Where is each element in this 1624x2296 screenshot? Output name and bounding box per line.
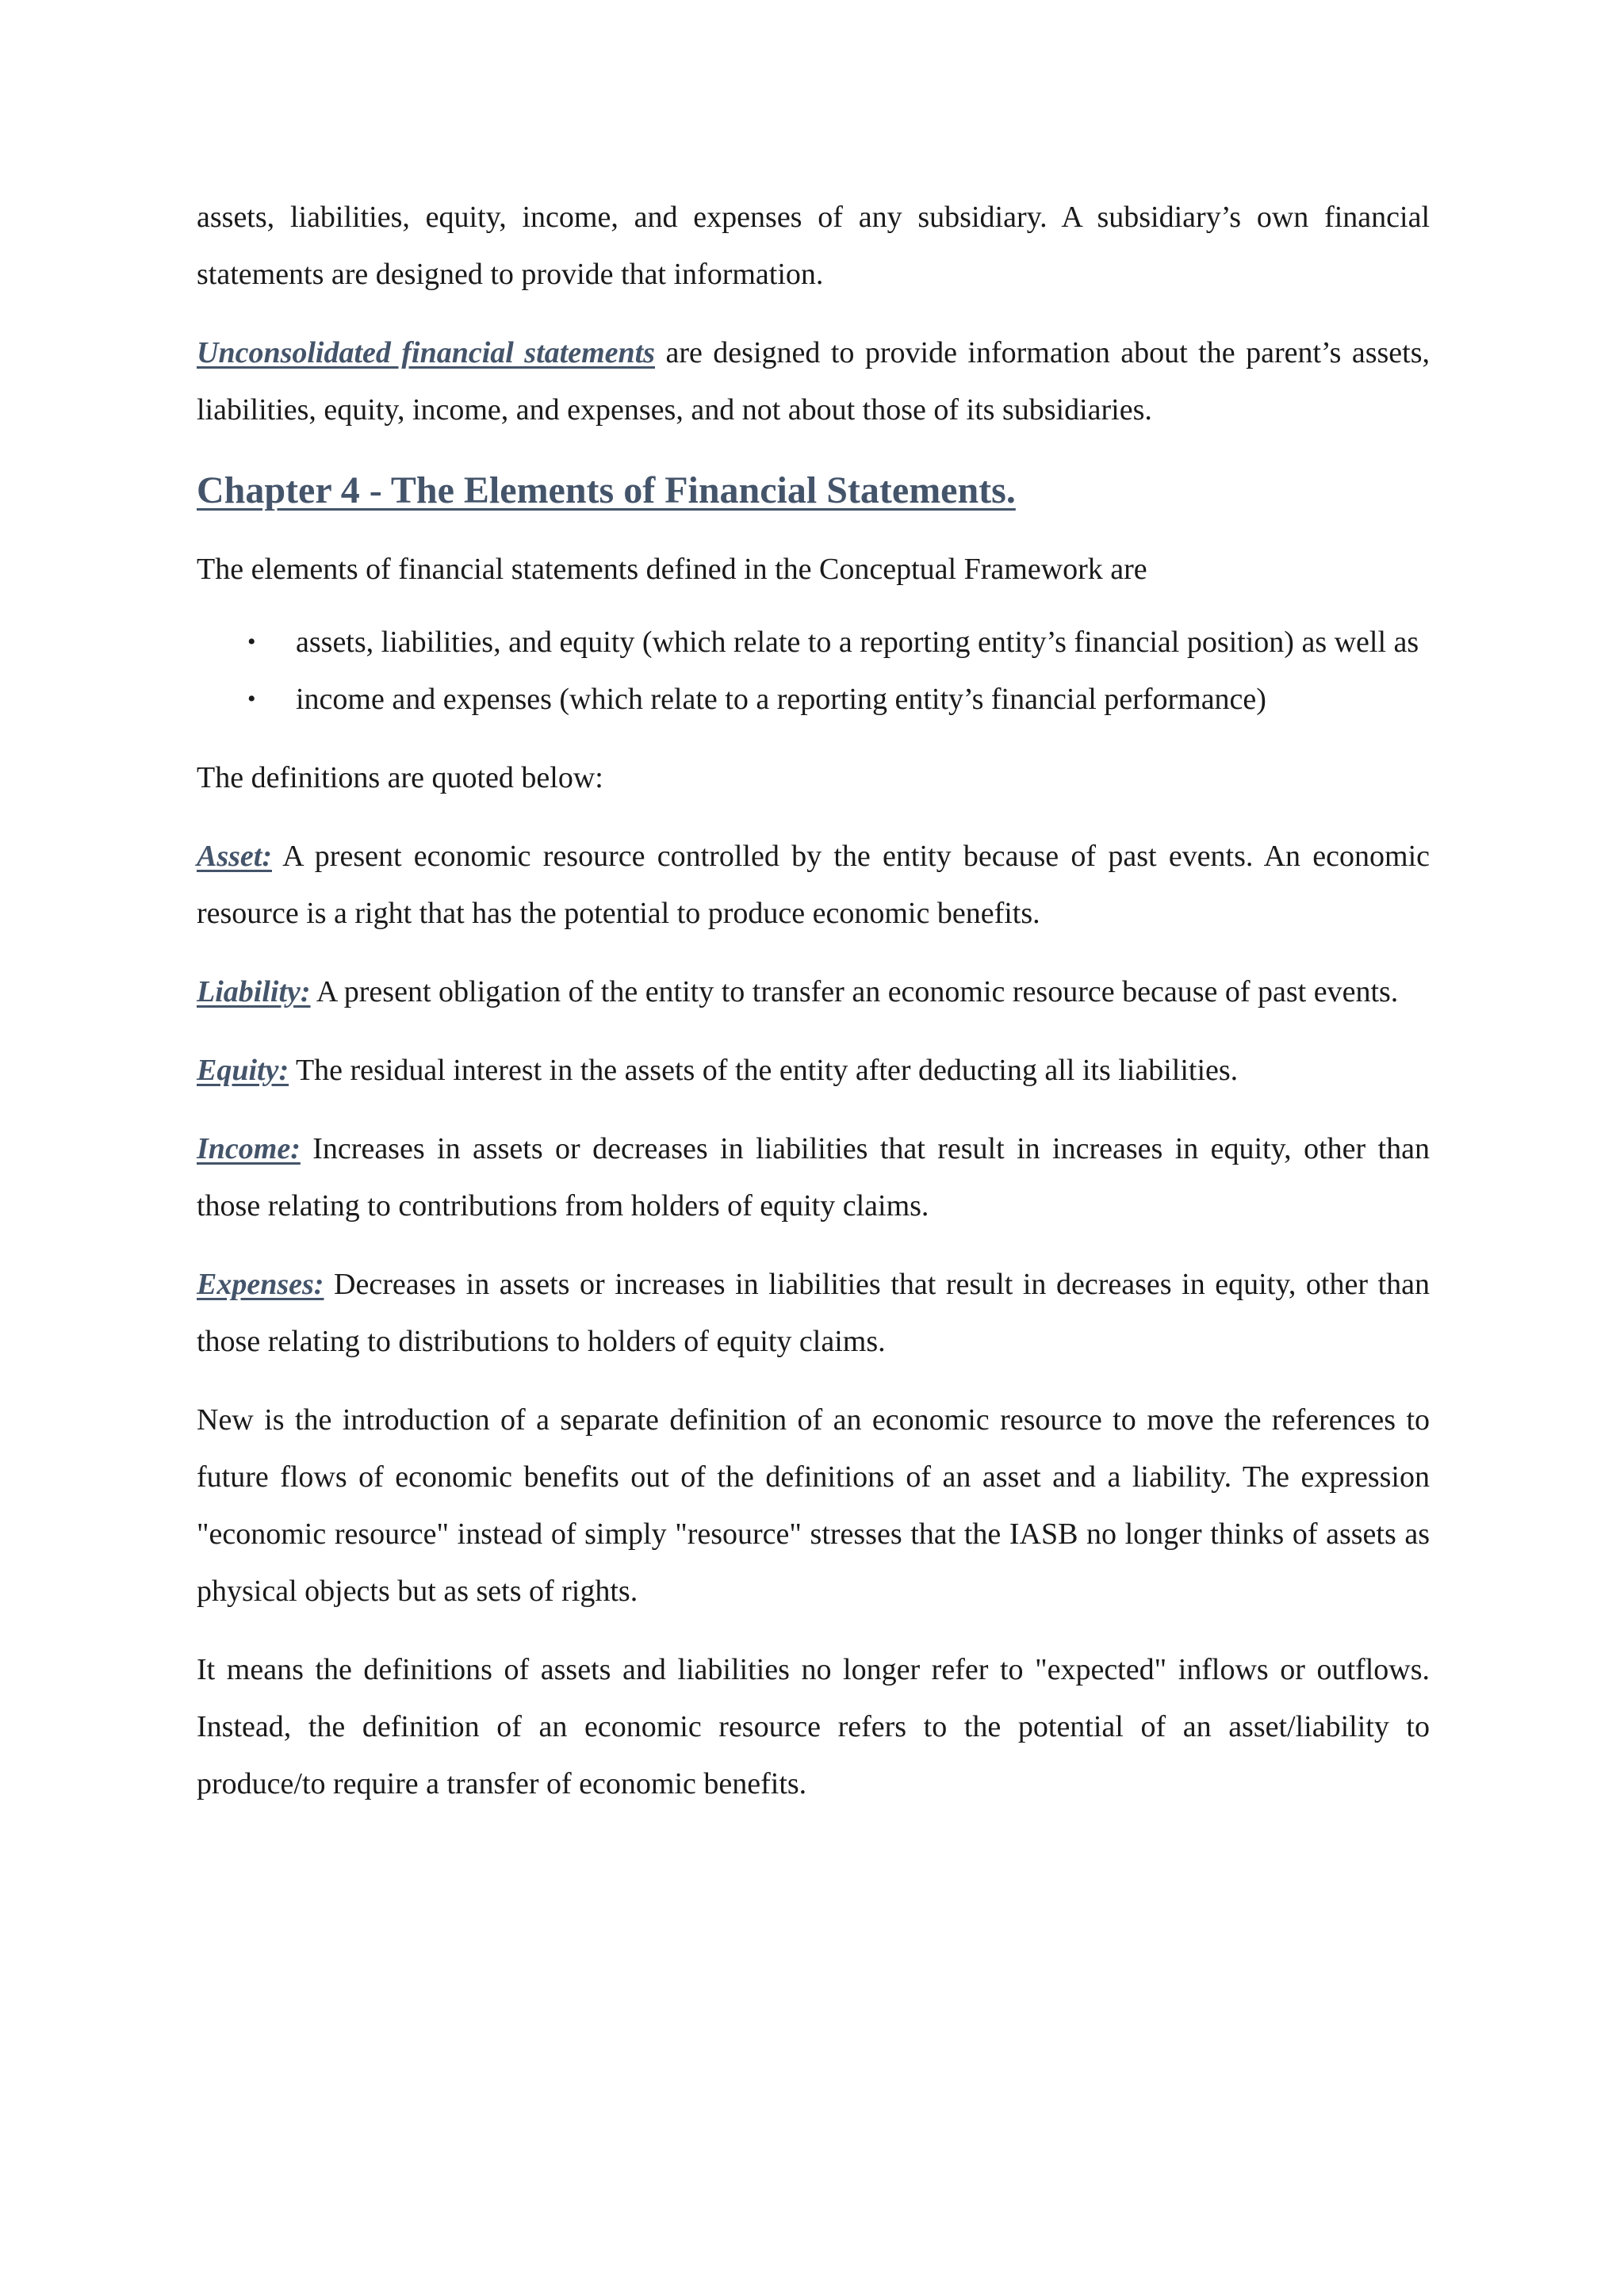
elements-bullet-list: [197, 614, 1430, 728]
definition-text: A present obligation of the entity to transfer an economic resource because of past events.: [310, 975, 1399, 1008]
definition-liability: [197, 963, 1430, 1020]
definition-text: Decreases in assets or increases in liabilities that result in decreases in equity, other than those relating to distributions to holders of equity claims.: [197, 1268, 1430, 1358]
paragraph-unconsolidated: [197, 324, 1430, 438]
term-asset: Asset:: [197, 840, 272, 873]
definition-income: [197, 1120, 1430, 1234]
paragraph-unconsolidated-text: are designed to provide information about the parent’s assets, liabilities, equity, income, and expenses, and not about those of its subsidiaries.: [197, 336, 1430, 427]
term-equity: Equity:: [197, 1054, 289, 1087]
paragraph-definitions-intro: The definitions are quoted below:: [197, 761, 603, 794]
term-expenses: Expenses:: [197, 1268, 324, 1301]
chapter-heading: Chapter 4 - The Elements of Financial Statements.: [197, 469, 1016, 511]
paragraph-subsidiary-continued: assets, liabilities, equity, income, and expenses of any subsidiary. A subsidiary’s own financial statements are designed to provide that information.: [197, 201, 1430, 291]
paragraph-elements-intro: The elements of financial statements defined in the Conceptual Framework are: [197, 553, 1147, 586]
bullet-icon: •: [247, 686, 256, 712]
term-unconsolidated-financial-statements: Unconsolidated financial statements: [197, 336, 655, 369]
definition-text: The residual interest in the assets of the entity after deducting all its liabilities.: [289, 1054, 1239, 1087]
list-item-text: assets, liabilities, and equity (which relate to a reporting entity’s financial position) as well as: [296, 626, 1419, 659]
term-liability: Liability:: [197, 975, 311, 1008]
list-item-text: income and expenses (which relate to a reporting entity’s financial performance): [296, 683, 1266, 716]
definition-text: Increases in assets or decreases in liabilities that result in increases in equity, other than those relating to contributions from holders of equity claims.: [197, 1132, 1430, 1223]
paragraph-expected-flows: It means the definitions of assets and liabilities no longer refer to "expected" inflows or outflows. Instead, the definition of an economic resource refers to the potential of an asset/liability to produce/to require a transfer of economic benefits.: [197, 1653, 1430, 1800]
paragraph-economic-resource: New is the introduction of a separate definition of an economic resource to move the references to future flows of economic benefits out of the definitions of an asset and a liability. The expression "economic resource" instead of simply "resource" stresses that the IASB no longer thinks of assets as physical objects but as sets of rights.: [197, 1403, 1430, 1608]
bullet-icon: •: [247, 629, 256, 655]
definition-equity: [197, 1042, 1430, 1099]
list-item: [197, 614, 1430, 671]
definition-text: A present economic resource controlled by the entity because of past events. An economic resource is a right that has the potential to produce economic benefits.: [197, 840, 1430, 930]
document-page: [197, 189, 1430, 1812]
definition-expenses: [197, 1256, 1430, 1370]
term-income: Income:: [197, 1132, 301, 1165]
definition-asset: [197, 828, 1430, 942]
list-item: [197, 671, 1430, 728]
